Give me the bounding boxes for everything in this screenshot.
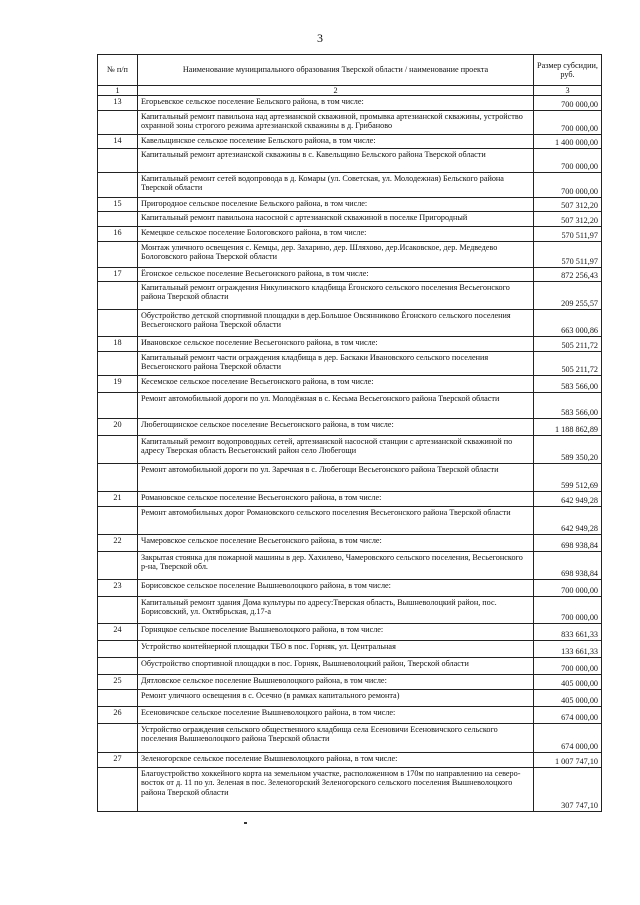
row-number: 25 <box>98 675 138 690</box>
row-number <box>98 282 138 310</box>
row-amount: 589 350,20 <box>534 436 602 464</box>
row-amount: 700 000,00 <box>534 580 602 597</box>
row-amount: 833 661,33 <box>534 624 602 641</box>
row-number <box>98 768 138 812</box>
table-row <box>98 227 602 242</box>
row-amount: 505 211,72 <box>534 352 602 376</box>
table-row <box>98 624 602 641</box>
index-col-3: 3 <box>534 86 602 96</box>
row-name: Капитальный ремонт ограждения Никулинского кладбища Ёгонского сельского поселения Весьегонского района Тверской области <box>138 282 534 310</box>
row-name: Ремонт автомобильной дороги по ул. Молодёжная в с. Кесьма Весьегонского района Тверской области <box>138 393 534 419</box>
row-amount: 642 949,28 <box>534 507 602 535</box>
table-row <box>98 690 602 707</box>
row-name: Пригородное сельское поселение Бельского района, в том числе: <box>138 198 534 212</box>
row-number: 24 <box>98 624 138 641</box>
row-number <box>98 111 138 135</box>
row-name: Горняцкое сельское поселение Вышневолоцкого района, в том числе: <box>138 624 534 641</box>
row-number <box>98 149 138 173</box>
table-row <box>98 724 602 753</box>
row-name: Есеновичское сельское поселение Вышневолоцкого района, в том числе: <box>138 707 534 724</box>
row-amount: 698 938,84 <box>534 552 602 580</box>
table-row <box>98 96 602 111</box>
row-number <box>98 436 138 464</box>
row-number: 22 <box>98 535 138 552</box>
table-row <box>98 111 602 135</box>
row-number: 23 <box>98 580 138 597</box>
row-number <box>98 658 138 675</box>
row-name: Любегощинское сельское поселение Весьегонского района, в том числе: <box>138 419 534 436</box>
table-row <box>98 337 602 352</box>
row-name: Закрытая стоянка для пожарной машины в дер. Хахилево, Чамеровского сельского поселения, Весьегонского р-на, Тверской обл. <box>138 552 534 580</box>
row-amount: 570 511,97 <box>534 242 602 268</box>
table-row <box>98 376 602 393</box>
row-number <box>98 464 138 492</box>
table-header-row <box>98 55 602 86</box>
row-number: 14 <box>98 135 138 149</box>
row-amount: 583 566,00 <box>534 376 602 393</box>
page-number: 3 <box>317 31 323 45</box>
header-amount: Размер субсидии, руб. <box>534 55 602 86</box>
table-index-row <box>98 86 602 96</box>
row-name: Борисовское сельское поселение Вышневолоцкого района, в том числе: <box>138 580 534 597</box>
table-row <box>98 282 602 310</box>
subsidy-table <box>97 54 602 812</box>
row-number <box>98 173 138 198</box>
table-row <box>98 149 602 173</box>
row-number <box>98 552 138 580</box>
row-amount: 700 000,00 <box>534 597 602 624</box>
row-amount: 674 000,00 <box>534 724 602 753</box>
row-name: Егорьевское сельское поселение Бельского района, в том числе: <box>138 96 534 111</box>
row-name: Капитальный ремонт павильона насосной с артезианской скважиной в поселке Пригородный <box>138 212 534 227</box>
row-amount: 700 000,00 <box>534 96 602 111</box>
table-row <box>98 198 602 212</box>
row-amount: 507 312,20 <box>534 198 602 212</box>
row-number <box>98 641 138 658</box>
row-name: Дятловское сельское поселение Вышневолоцкого района, в том числе: <box>138 675 534 690</box>
row-name: Ёгонское сельское поселение Весьегонского района, в том числе: <box>138 268 534 282</box>
table-row <box>98 268 602 282</box>
row-name: Зеленогорское сельское поселение Вышневолоцкого района, в том числе: <box>138 753 534 768</box>
table-row <box>98 212 602 227</box>
table-row <box>98 393 602 419</box>
row-amount: 405 000,00 <box>534 675 602 690</box>
row-name: Капитальный ремонт сетей водопровода в д. Комары (ул. Советская, ул. Молодежная) Бельского района Тверской области <box>138 173 534 198</box>
row-amount: 1 188 862,89 <box>534 419 602 436</box>
row-amount: 505 211,72 <box>534 337 602 352</box>
table-row <box>98 658 602 675</box>
table-row <box>98 419 602 436</box>
row-number <box>98 242 138 268</box>
table-row <box>98 641 602 658</box>
row-name: Благоустройство хоккейного корта на земельном участке, расположенном в 170м по направлению на северо-восток от д. 11 по ул. Зеленая в пос. Зеленогорский Зеленогорского сельского поселения Вышневолоцкого района Тверской области <box>138 768 534 812</box>
table-row <box>98 464 602 492</box>
row-amount: 570 511,97 <box>534 227 602 242</box>
row-name: Ремонт автомобильных дорог Романовского сельского поселения Весьегонского района Тверской области <box>138 507 534 535</box>
row-number: 16 <box>98 227 138 242</box>
table-row <box>98 580 602 597</box>
row-amount: 700 000,00 <box>534 173 602 198</box>
row-name: Устройство контейнерной площадки ТБО в пос. Горняк, ул. Центральная <box>138 641 534 658</box>
table-row <box>98 535 602 552</box>
row-name: Капитальный ремонт артезианской скважины в с. Кавельщино Бельского района Тверской области <box>138 149 534 173</box>
row-amount: 872 256,43 <box>534 268 602 282</box>
row-amount: 674 000,00 <box>534 707 602 724</box>
table-row <box>98 768 602 812</box>
row-amount: 307 747,10 <box>534 768 602 812</box>
row-number <box>98 724 138 753</box>
row-name: Капитальный ремонт части ограждения кладбища в дер. Баскаки Ивановского сельского поселения Весьегонского района Тверской области <box>138 352 534 376</box>
row-name: Капитальный ремонт водопроводных сетей, артезианской насосной станции с артезианской скважиной по адресу Тверская область Весьегонский район село Любегощи <box>138 436 534 464</box>
index-col-1: 1 <box>98 86 138 96</box>
row-name: Капитальный ремонт здания Дома культуры по адресу:Тверская область, Вышневолоцкий район, пос. Борисовский, ул. Октябрьская, д.17-а <box>138 597 534 624</box>
table-row <box>98 135 602 149</box>
table-row <box>98 507 602 535</box>
row-name: Монтаж уличного освещения с. Кемцы, дер. Захарино, дер. Шляхово, дер.Исаковское, дер. Медведево Бологовского района Тверской области <box>138 242 534 268</box>
row-number: 26 <box>98 707 138 724</box>
stray-mark <box>244 822 247 824</box>
table-row <box>98 173 602 198</box>
row-amount: 700 000,00 <box>534 111 602 135</box>
row-amount: 209 255,57 <box>534 282 602 310</box>
row-amount: 405 000,00 <box>534 690 602 707</box>
row-name: Ивановское сельское поселение Весьегонского района, в том числе: <box>138 337 534 352</box>
row-number <box>98 352 138 376</box>
row-amount: 1 007 747,10 <box>534 753 602 768</box>
row-name: Ремонт уличного освещения в с. Осечно (в рамках капитального ремонта) <box>138 690 534 707</box>
row-name: Кесемское сельское поселение Весьегонского района, в том числе: <box>138 376 534 393</box>
row-number: 19 <box>98 376 138 393</box>
table-row <box>98 492 602 507</box>
table-row <box>98 310 602 337</box>
row-amount: 133 661,33 <box>534 641 602 658</box>
header-name: Наименование муниципального образования Тверской области / наименование проекта <box>138 55 534 86</box>
row-name: Обустройство спортивной площадки в пос. Горняк, Вышневолоцкий район, Тверской области <box>138 658 534 675</box>
row-number <box>98 393 138 419</box>
table-row <box>98 597 602 624</box>
row-amount: 700 000,00 <box>534 658 602 675</box>
table-row <box>98 753 602 768</box>
table-row <box>98 436 602 464</box>
row-number <box>98 310 138 337</box>
row-amount: 698 938,84 <box>534 535 602 552</box>
row-number: 13 <box>98 96 138 111</box>
table-row <box>98 352 602 376</box>
row-amount: 599 512,69 <box>534 464 602 492</box>
header-num: № п/п <box>98 55 138 86</box>
row-number <box>98 690 138 707</box>
row-name: Кавельщинское сельское поселение Бельского района, в том числе: <box>138 135 534 149</box>
row-number: 27 <box>98 753 138 768</box>
row-number <box>98 507 138 535</box>
row-amount: 583 566,00 <box>534 393 602 419</box>
row-amount: 507 312,20 <box>534 212 602 227</box>
row-name: Обустройство детской спортивной площадки в дер.Большое Овсянниково Ёгонского сельского поселения Весьегонского района Тверской области <box>138 310 534 337</box>
row-name: Устройство ограждения сельского общественного кладбища села Есеновичи Есеновичского сельского поселения Вышневолоцкого района Тверской области <box>138 724 534 753</box>
row-amount: 642 949,28 <box>534 492 602 507</box>
row-number: 17 <box>98 268 138 282</box>
row-number: 15 <box>98 198 138 212</box>
table-row <box>98 242 602 268</box>
row-name: Капитальный ремонт павильона над артезианской скважиной, промывка артезианской скважины, устройство охранной зоны строгого режима артезианской скважины в д. Грибаново <box>138 111 534 135</box>
table-row <box>98 675 602 690</box>
row-name: Кемецкое сельское поселение Бологовского района, в том числе: <box>138 227 534 242</box>
row-number: 21 <box>98 492 138 507</box>
index-col-2: 2 <box>138 86 534 96</box>
row-number <box>98 597 138 624</box>
row-name: Чамеровское сельское поселение Весьегонского района, в том числе: <box>138 535 534 552</box>
table-row <box>98 707 602 724</box>
row-amount: 1 400 000,00 <box>534 135 602 149</box>
row-amount: 700 000,00 <box>534 149 602 173</box>
row-number: 18 <box>98 337 138 352</box>
row-name: Романовское сельское поселение Весьегонского района, в том числе: <box>138 492 534 507</box>
row-name: Ремонт автомобильной дороги по ул. Заречная в с. Любегощи Весьегонского района Тверской области <box>138 464 534 492</box>
row-amount: 663 000,86 <box>534 310 602 337</box>
table-row <box>98 552 602 580</box>
row-number: 20 <box>98 419 138 436</box>
row-number <box>98 212 138 227</box>
